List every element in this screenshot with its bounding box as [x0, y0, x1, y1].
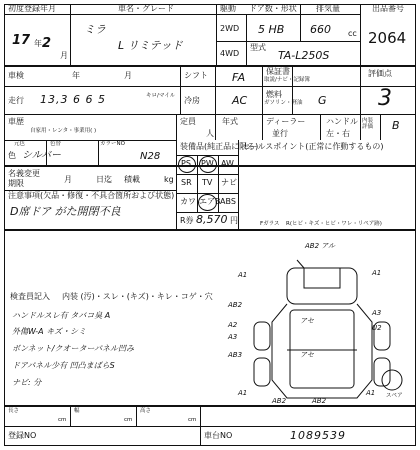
mark-4: AB2 [228, 301, 243, 309]
handle-label: ハンドル [326, 117, 358, 126]
mark-6: A3 [228, 333, 238, 341]
interior-label: 内装評価 [362, 118, 374, 131]
equip-aw: AW [221, 159, 234, 168]
dealer-value: 並行 [272, 129, 288, 138]
shift-value: FA [232, 71, 246, 84]
length-unit: cm [58, 417, 67, 423]
mark-15: アセ [300, 351, 314, 359]
drive-2wd: 2WD [220, 24, 240, 33]
kg-unit: kg [164, 175, 174, 184]
period-day: 日迄 [96, 175, 112, 184]
equip-pw: PW [201, 159, 214, 168]
r-ticket-label: R券 [180, 216, 194, 225]
equip-ps: PS [181, 159, 191, 168]
mark-10: A1 [238, 389, 248, 397]
mark-11: A1 [366, 389, 376, 397]
capacity-unit: 人 [206, 129, 214, 138]
color-change-label: 色替 [50, 141, 62, 147]
displacement-label: 排気量 [316, 4, 340, 13]
history-options: 自家用・レンタ・事業用( ) [30, 128, 97, 134]
drive-label: 駆動 [220, 4, 236, 13]
equip-pw-circle [199, 156, 217, 173]
mark-7: A3 [372, 309, 382, 317]
inspection-label: 車検 [8, 71, 24, 80]
info-frame [4, 66, 416, 166]
warranty-sub: 取説/ナビ・記録簿 [264, 77, 310, 83]
ac-value: AC [232, 94, 248, 107]
mark-9: AB3 [228, 351, 243, 359]
overload-label: 積載 [124, 175, 140, 184]
notes-label: 注意事項(欠品・修復・不具合箇所および状態) [8, 191, 175, 200]
glass-label: Fガラス [260, 221, 280, 227]
displacement-value: 660 [310, 23, 331, 36]
doors-value: 5 HB [258, 23, 285, 36]
model-year-label: 年式 [222, 117, 238, 126]
inspector-line-2: 外傷W-A キズ・シミ [12, 327, 87, 336]
mileage-label: 走行 [8, 96, 24, 105]
period-label: 期限 [8, 179, 24, 188]
shift-label: シフト [184, 71, 208, 80]
mark-13: AB2 [312, 397, 327, 405]
car-name-label: 車名・グレード [118, 4, 174, 13]
warranty-label: 保証書 [266, 67, 290, 76]
mark-3: A1 [372, 269, 382, 277]
score-label: 評価点 [368, 69, 392, 78]
inspection-year-unit: 年 [72, 71, 80, 80]
first-reg-month-unit: 月 [60, 51, 68, 60]
cc-unit: cc [348, 29, 357, 38]
sales-point-label: セールスポイント(正常に作動するもの) [242, 142, 384, 151]
fuel-sub: ガソリン・軽油 [264, 100, 303, 106]
first-reg-label: 初度登録年月 [8, 4, 56, 13]
mark-2: A1 [238, 271, 248, 279]
model-label: 型式 [250, 43, 266, 52]
chassis-label: 車台NO [204, 431, 233, 440]
height-unit: cm [188, 417, 197, 423]
mileage-value: 13,3 6 6 5 [40, 93, 106, 106]
spare-label: スペア [386, 393, 403, 399]
inspector-line-1: ハンドルスレ有 タバコ臭 A [12, 311, 111, 320]
mark-12: AB2 [272, 397, 287, 405]
first-reg-month: 2 [42, 36, 52, 51]
drive-4wd: 4WD [220, 49, 240, 58]
capacity-label: 定員 [180, 117, 196, 126]
grade: L リミテッド [118, 39, 183, 52]
r-ticket-value: 8,570 [196, 213, 228, 226]
chassis-value: 1089539 [290, 429, 346, 442]
fuel-value: G [318, 94, 327, 107]
equip-leather: カワ [180, 197, 196, 206]
length-label: 長さ [8, 408, 20, 414]
lot-label: 出品番号 [372, 4, 404, 13]
lot-value: 2064 [368, 29, 407, 47]
equip-navi: ナビ [221, 178, 237, 187]
ac-label: 冷房 [184, 96, 200, 105]
color-no-value: N28 [140, 151, 161, 162]
equip-sr: SR [181, 178, 192, 187]
color-value: シルバー [22, 150, 62, 161]
model-value: TA-L250S [278, 49, 330, 62]
width-unit: cm [124, 417, 133, 423]
reg-no-label: 登録NO [8, 431, 37, 440]
history-label: 車歴 [8, 117, 24, 126]
period-month: 月 [64, 175, 72, 184]
original-color-label: 元色 [14, 141, 26, 147]
r-ticket-unit: 円 [230, 216, 238, 225]
dealer-label: ディーラー [266, 117, 306, 126]
inspector-line-5: ナビ: 分 [12, 378, 42, 387]
height-label: 高さ [140, 408, 152, 414]
inspector-label: 検査員記入 [10, 292, 50, 301]
mark-1: AB2 アル [305, 242, 335, 250]
inspector-line-4: ドアパネル少有 凹凸まばらS [12, 361, 115, 370]
name-change-label: 名義変更 [8, 169, 40, 178]
mileage-unit: キロ/マイル [146, 93, 176, 99]
car-diagram [242, 230, 412, 406]
first-reg-year-unit: 年 [34, 39, 42, 48]
mark-14: アセ [300, 317, 314, 325]
equip-airbag-circle [198, 194, 217, 211]
inspection-month-unit: 月 [124, 71, 132, 80]
notes-text: D席ドア がた開閉不良 [10, 205, 121, 218]
equipment-label: 装備品(純正品に限る) [180, 142, 259, 151]
color-label: 色 [8, 151, 16, 160]
car-name: ミラ [84, 23, 106, 36]
equip-abs: ABS [220, 197, 236, 206]
equip-airbag: エアB [199, 197, 221, 206]
handle-value: 左・右 [326, 129, 350, 138]
inspector-options: 内装 (汚)・スレ・(キズ)・キレ・コゲ・穴 [62, 292, 213, 301]
score-value: 3 [378, 86, 392, 111]
mark-8: U2 [372, 324, 382, 332]
mark-5: A2 [228, 321, 238, 329]
interior-value: B [392, 119, 400, 132]
width-label: 幅 [74, 408, 80, 414]
color-no-label: カラーNO [100, 141, 125, 147]
fuel-label: 燃料 [266, 90, 282, 99]
equip-tv: TV [202, 178, 213, 187]
equip-ps-circle [178, 156, 196, 173]
first-reg-year: 17 [12, 33, 31, 48]
inspector-line-3: ボンネット/クオーターパネル凹み [12, 344, 135, 353]
doors-label: ドア数・形状 [249, 4, 297, 13]
glass-options: R(ヒビ・キズ・ヒビ・ワレ・リペア跡) [286, 221, 382, 227]
